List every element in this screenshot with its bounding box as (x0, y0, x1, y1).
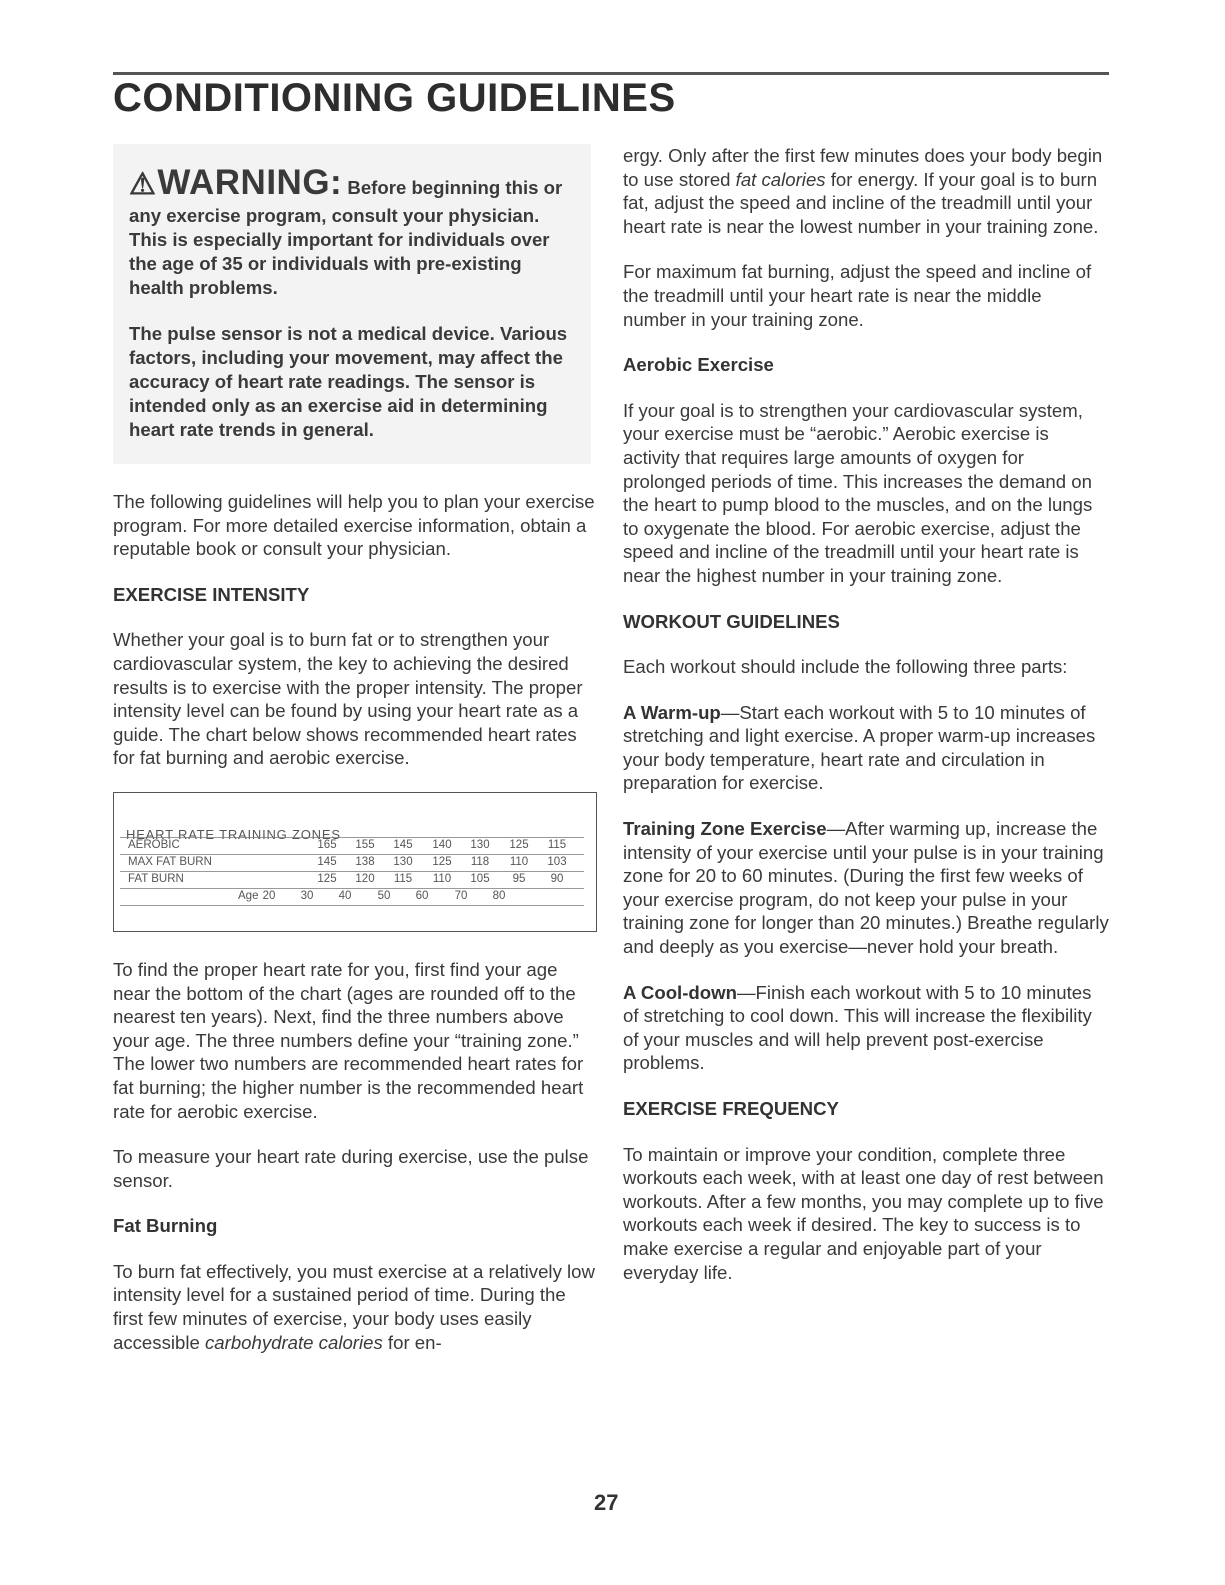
age-tick-6: 80 (492, 889, 506, 902)
cell-0-2: 145 (393, 838, 413, 851)
age-label: Age (238, 889, 259, 902)
age-tick-2: 40 (338, 889, 352, 902)
top-rule (113, 72, 1109, 75)
cell-1-0: 145 (317, 855, 337, 868)
heart-rate-chart (113, 792, 597, 932)
cell-2-6: 90 (550, 872, 564, 885)
training-zone-lead: Training Zone Exercise (623, 818, 827, 840)
series-label-2: FAT BURN (128, 872, 184, 885)
cell-2-1: 120 (355, 872, 375, 885)
aerobic-heading: Aerobic Exercise (623, 354, 774, 376)
exercise-intensity-heading: EXERCISE INTENSITY (113, 583, 310, 605)
fat-burning-continued (623, 144, 1109, 238)
cell-1-6: 103 (547, 855, 567, 868)
page-number: 27 (594, 1490, 619, 1515)
series-label-1: MAX FAT BURN (128, 855, 212, 868)
workout-intro: Each workout should include the following three parts: (623, 656, 1068, 678)
series-label-0: AEROBIC (128, 838, 180, 851)
cooldown-lead: A Cool-down (623, 981, 737, 1003)
cell-2-5: 95 (512, 872, 526, 885)
warning-heading (129, 163, 342, 202)
cell-1-5: 110 (509, 855, 529, 868)
carbohydrate-calories-term: carbohydrate calories (204, 1331, 383, 1353)
cell-2-4: 105 (470, 872, 490, 885)
warning-label: WARNING: (157, 163, 343, 202)
intro-paragraph: The following guidelines will help you to plan your exercise program. For more detailed exercise information, obtain a reputable book or consult your physician. (113, 491, 595, 560)
cell-0-4: 130 (470, 838, 490, 851)
chart-title: HEART RATE TRAINING ZONES (126, 826, 341, 842)
cell-1-2: 130 (393, 855, 413, 868)
cell-0-0: 165 (317, 838, 337, 851)
cooldown-paragraph (623, 981, 1109, 1075)
fat-burning-paragraph-2: For maximum fat burning, adjust the speed and incline of the treadmill until your heart rate is near the middle number in your training zone. (623, 261, 1092, 330)
cell-0-6: 115 (547, 838, 567, 851)
intensity-paragraph-2: To find the proper heart rate for you, first find your age near the bottom of the chart (ages are rounded off to the nearest ten years). Next, find the three numbers above your age. The three numbers define your “training zone.” The lower two numbers are recommended heart rates for fat burning; the higher number is the recommended heart rate for aerobic exercise. (113, 958, 584, 1122)
fat-calories-term: fat calories (735, 168, 826, 190)
cell-0-1: 155 (355, 838, 375, 851)
age-tick-1: 30 (300, 889, 314, 902)
training-zone-paragraph (623, 817, 1109, 959)
warning-icon: ⚠ (129, 168, 157, 201)
cell-2-3: 110 (432, 872, 452, 885)
aerobic-paragraph: If your goal is to strengthen your cardiovascular system, your exercise must be “aerobic.” Aerobic exercise is activity that requires large amounts of oxygen for prolonged periods of time. This increases the demand on the heart to pump blood to the muscles, and on the lungs to oxygenate the blood. For aerobic exercise, adjust the speed and incline of the treadmill until your heart rate is near the highest number in your training zone. (623, 399, 1093, 586)
fat-burning-text-b-left: for en- (382, 1331, 442, 1353)
warning-box (113, 144, 591, 464)
cell-0-5: 125 (509, 838, 529, 851)
warmup-text: —Start each workout with 5 to 10 minutes of stretching and light exercise. A proper warm-up increases your body temperature, heart rate and circulation in preparation for exercise. (623, 701, 1096, 794)
exercise-frequency-heading: EXERCISE FREQUENCY (623, 1098, 839, 1119)
fat-burning-text-c: for energy. If your goal is to burn fat, adjust the speed and incline of the treadmill until your heart rate is near the lowest number in your training zone. (623, 168, 1099, 237)
cell-0-3: 140 (432, 838, 452, 851)
fat-burning-text-a: To burn fat effectively, you must exercise at a relatively low intensity level for a sustained period of time. During the first few minutes of exercise, your body uses easily accessible (113, 1260, 595, 1353)
intensity-paragraph-3: To measure your heart rate during exercise, use the pulse sensor. (113, 1146, 589, 1191)
age-tick-5: 70 (454, 889, 468, 902)
cooldown-text: —Finish each workout with 5 to 10 minutes of stretching to cool down. This will increase the flexibility of your muscles and will help prevent post-exercise problems. (623, 981, 1092, 1074)
age-tick-3: 50 (377, 889, 391, 902)
warning-paragraph-2: The pulse sensor is not a medical device. Various factors, including your movement, may affect the accuracy of heart rate readings. The sensor is intended only as an exercise aid in determining heart rate trends in general. (129, 323, 568, 440)
cell-1-1: 138 (355, 855, 375, 868)
training-zone-text: —After warming up, increase the intensity of your exercise until your pulse is in your training zone for 20 to 60 minutes. (During the first few weeks of your exercise program, do not keep your pulse in your training zone for longer than 20 minutes.) Breathe regularly and deeply as you exercise—never hold your breath. (623, 818, 1109, 958)
intensity-paragraph-1: Whether your goal is to burn fat or to strengthen your cardiovascular system, the key to achieving the desired results is to exercise with the proper intensity. The proper intensity level can be found by using your heart rate as a guide. The chart below shows recommended heart rates for fat burning and aerobic exercise. (113, 629, 583, 769)
cell-2-0: 125 (317, 872, 337, 885)
chart-svg (114, 793, 595, 930)
right-column (623, 144, 1109, 1306)
fat-burning-paragraph-1 (113, 1260, 597, 1354)
cell-1-4: 118 (470, 855, 490, 868)
workout-guidelines-heading: WORKOUT GUIDELINES (623, 610, 840, 632)
page-title: CONDITIONING GUIDELINES (113, 76, 676, 120)
warning-text-1: Before beginning this or any exercise program, consult your physician. This is especially important for individuals over the age of 35 or individuals with pre-existing health problems. (129, 177, 563, 298)
warmup-lead: A Warm-up (623, 701, 721, 723)
fat-burning-heading: Fat Burning (113, 1215, 218, 1237)
age-tick-0: 20 (262, 889, 276, 902)
age-tick-4: 60 (415, 889, 429, 902)
left-column (113, 144, 597, 1376)
cell-1-3: 125 (432, 855, 452, 868)
warning-paragraph-1 (129, 164, 575, 300)
frequency-paragraph: To maintain or improve your condition, complete three workouts each week, with at least one day of rest between workouts. After a few months, you may complete up to five workouts each week if desired. The key to success is to make exercise a regular and enjoyable part of your everyday life. (623, 1143, 1104, 1283)
warmup-paragraph (623, 701, 1109, 795)
fat-burning-text-b: ergy. Only after the first few minutes does your body begin to use stored (623, 145, 1103, 190)
cell-2-2: 115 (393, 872, 413, 885)
